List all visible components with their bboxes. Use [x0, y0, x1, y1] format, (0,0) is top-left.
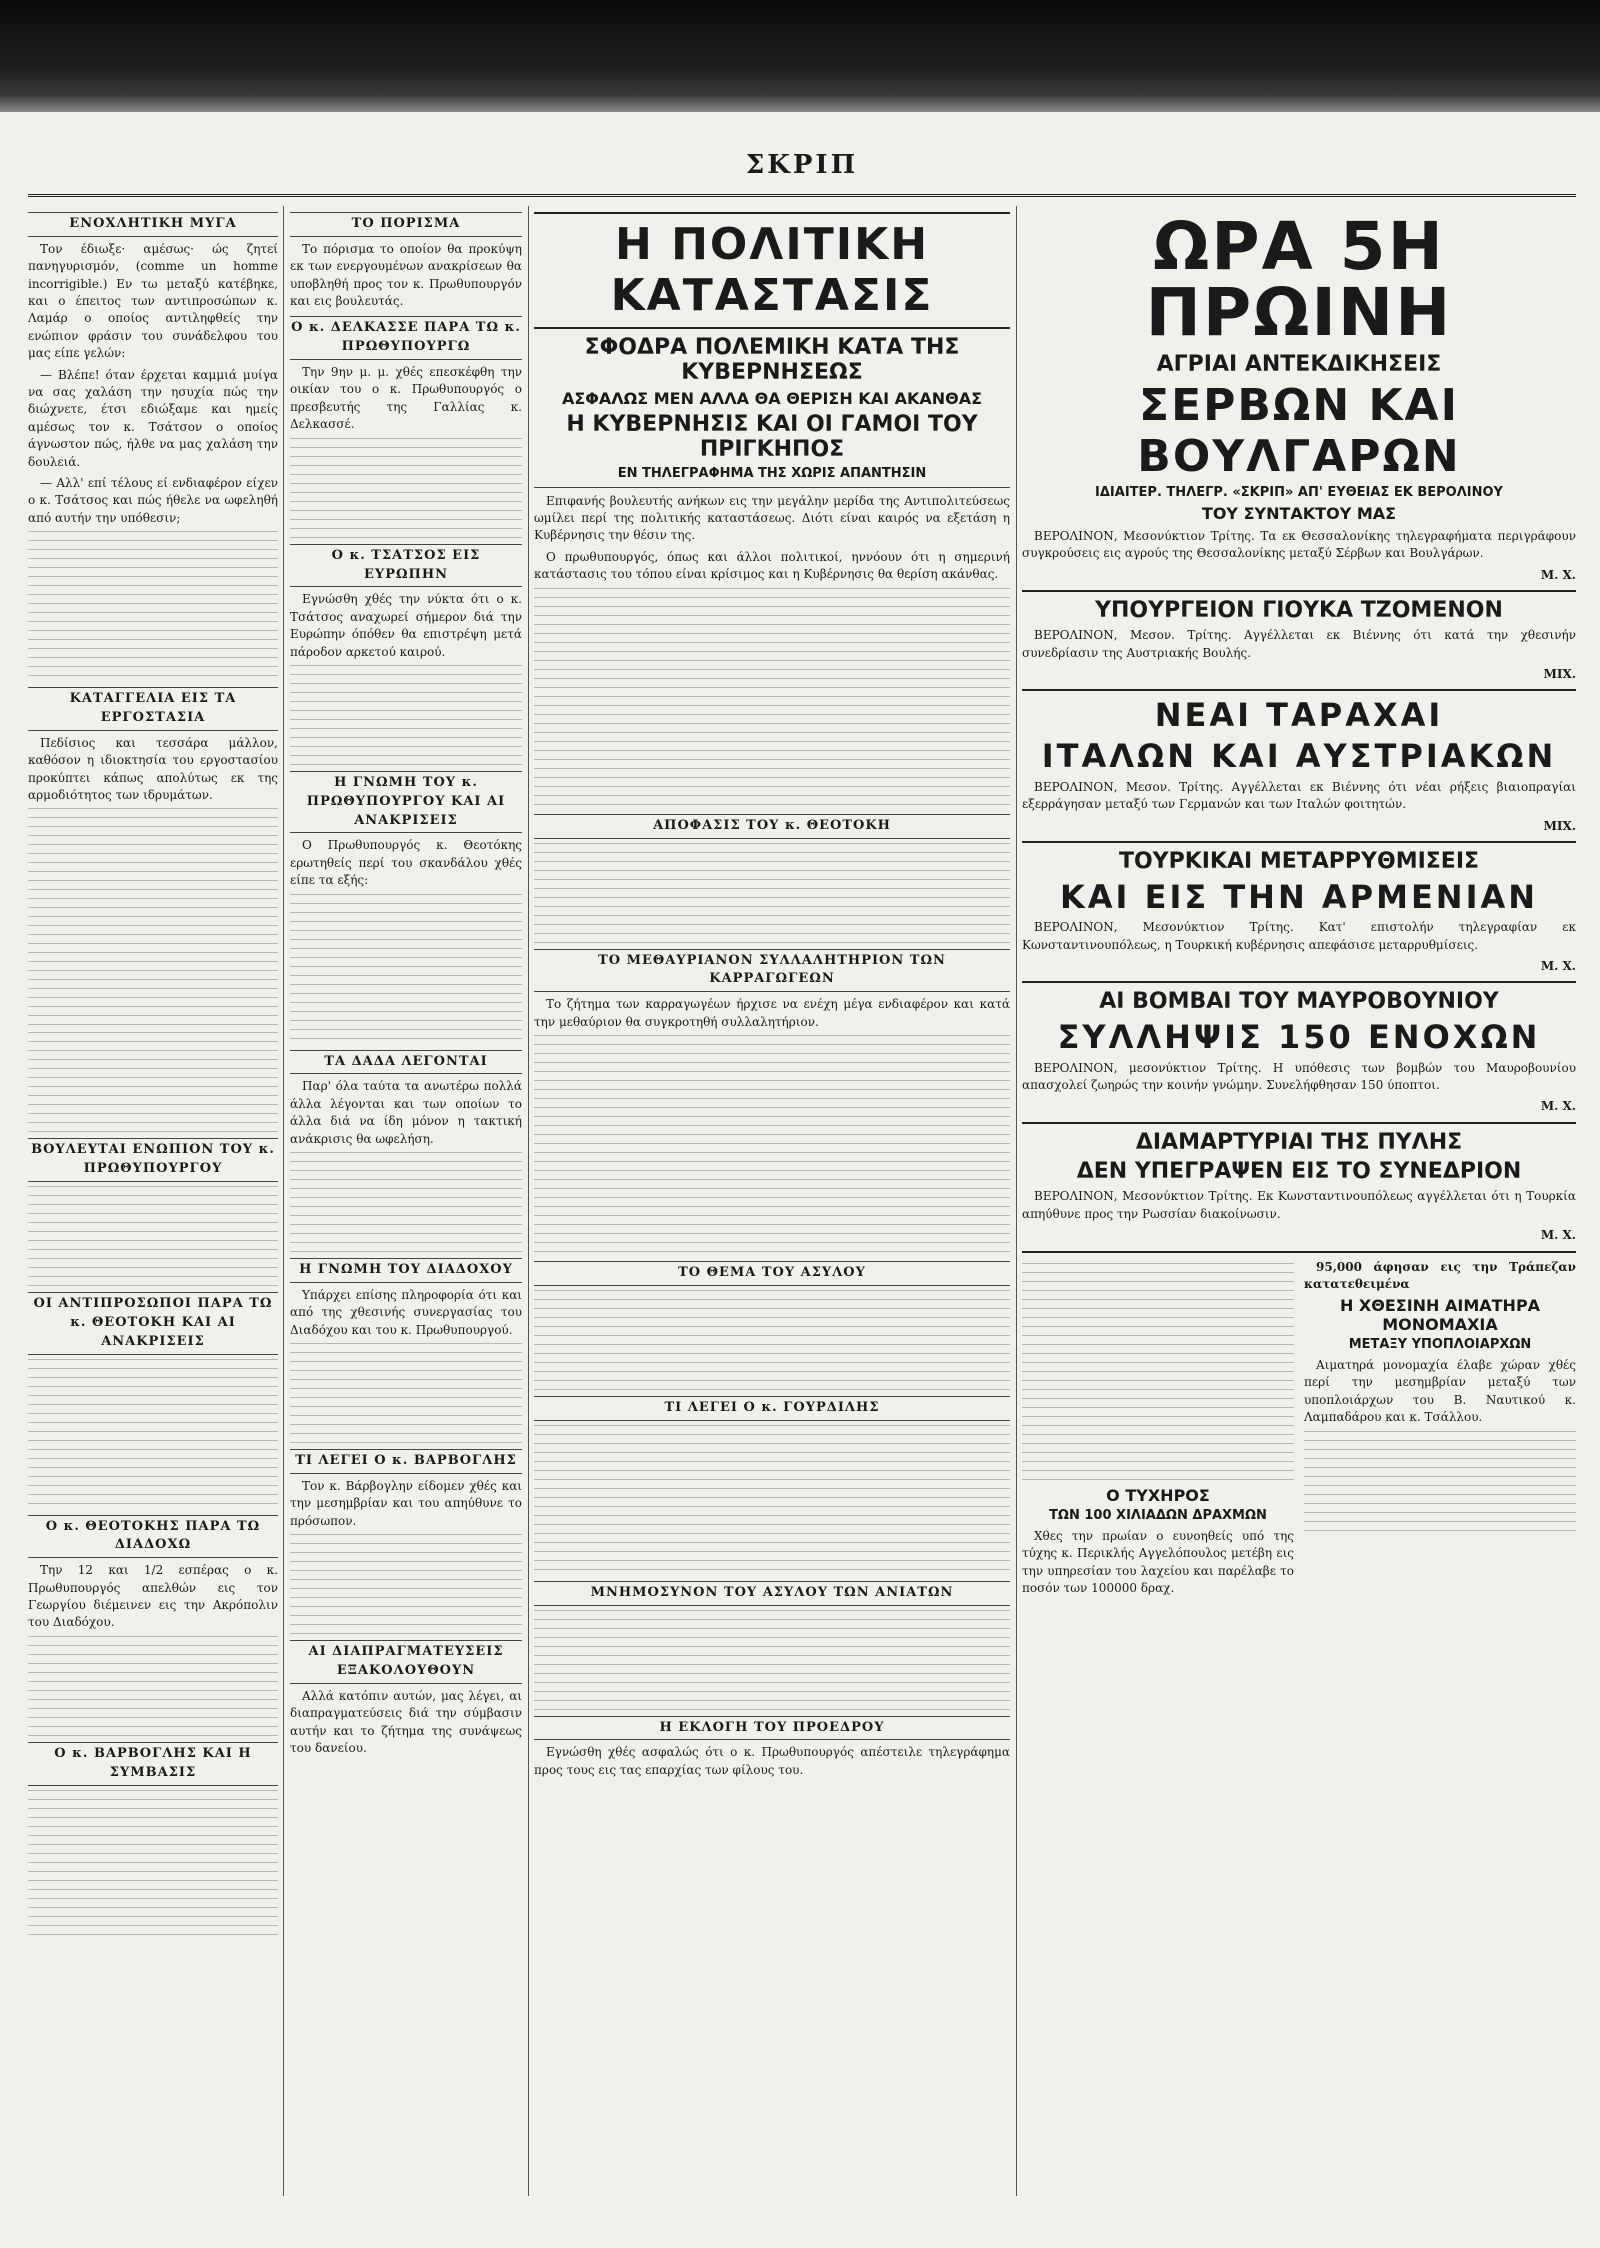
divider — [1022, 981, 1576, 983]
headline: ΑΙ ΔΙΑΠΡΑΓΜΑΤΕΥΣΕΙΣ ΕΞΑΚΟΛΟΥΘΟΥΝ — [290, 1640, 522, 1684]
paragraph: Αιματηρά μονομαχία έλαβε χώραν χθές περί την μεσημβρίαν μεταξύ των υποπλοιάρχων του Β. Ναυτικού κ. Λαμπαδάρου και κ. Τσάλλου. — [1304, 1358, 1576, 1425]
lower-left — [1022, 1259, 1294, 1602]
text-block — [28, 1790, 278, 1940]
text-block — [534, 1290, 1010, 1390]
headline: ΤΟ ΜΕΘΑΥΡΙΑΝΟΝ ΣΥΛΛΑΛΗΤΗΡΙΟΝ ΤΩΝ ΚΑΡΡΑΓΩΓΕΩΝ — [534, 949, 1010, 993]
text-block — [534, 588, 1010, 808]
text-block — [1304, 1431, 1576, 1531]
headline: ΤΟ ΠΟΡΙΣΜΑ — [290, 212, 522, 237]
paragraph: 95,000 άφησαν εις την Τράπεζαν κατατεθειμένα — [1304, 1259, 1576, 1291]
subheadline: ΜΕΤΑΞΥ ΥΠΟΠΛΟΙΑΡΧΩΝ — [1348, 1337, 1532, 1353]
divider — [1022, 1122, 1576, 1124]
paragraph: Χθες την πρωίαν ο ευνοηθείς υπό της τύχης κ. Περικλής Αγγελόπουλος μετέβη εις την υπηρεσίαν του λαχείου και παρέλαβε το ποσόν των 100000 δραχ. — [1022, 1528, 1294, 1596]
newspaper-page — [28, 150, 1576, 2210]
subheadline: Η ΚΥΒΕΡΝΗΣΙΣ ΚΑΙ ΟΙ ΓΑΜΟΙ ΤΟΥ ΠΡΙΓΚΗΠΟΣ — [566, 412, 978, 463]
subheadline: ΕΝ ΤΗΛΕΓΡΑΦΗΜΑ ΤΗΣ ΧΩΡΙΣ ΑΠΑΝΤΗΣΙΝ — [617, 465, 927, 481]
headline: ΟΙ ΑΝΤΙΠΡΟΣΩΠΟΙ ΠΑΡΑ ΤΩ κ. ΘΕΟΤΟΚΗ ΚΑΙ ΑΙ ΑΝΑΚΡΙΣΕΙΣ — [28, 1292, 278, 1355]
headline: Ο ΤΥΧΗΡΟΣ — [1106, 1485, 1210, 1505]
signature: Μ. Χ. — [1540, 1228, 1576, 1243]
headline: Ο κ. ΘΕΟΤΟΚΗΣ ΠΑΡΑ ΤΩ ΔΙΑΔΟΧΩ — [28, 1515, 278, 1559]
subheadline: ΑΓΡΙΑΙ ΑΝΤΕΚΔΙΚΗΣΕΙΣ — [1156, 352, 1442, 377]
paragraph: Ο πρωθυπουργός, όπως και άλλοι πολιτικοί, ηννόουν ότι η σημερινή κατάστασις του τόπου είναι κρίσιμος και η Κυβέρνησις θα θερίση ακάνθας. — [534, 549, 1010, 582]
headline: ΚΑΤΑΓΓΕΛΙΑ ΕΙΣ ΤΑ ΕΡΓΟΣΤΑΣΙΑ — [28, 687, 278, 731]
paragraph: Αλλά κατόπιν αυτών, μας λέγει, αι διαπραγματεύσεις διά την σύμβασιν αυτήν και το ζήτημα της συνάψεως του δανείου. — [290, 1688, 522, 1755]
headline: ΕΝΟΧΛΗΤΙΚΗ ΜΥΓΑ — [28, 212, 278, 237]
headline: ΔΕΝ ΥΠΕΓΡΑΨΕΝ ΕΙΣ ΤΟ ΣΥΝΕΔΡΙΟΝ — [1076, 1159, 1522, 1185]
paragraph: Τον έδιωξε· αμέσως· ώς ζητεί πανηγυρισμόν, (comme un homme incorrigible.) Εν τω μεταξύ κατέβηκε, και ο έπειτος των αντιπροσώπων κ. Λαμάρ ο οποίος αντιληφθείς την ενώπιον φράσιν του συνάδελφου του μας είπε γελών: — [28, 241, 278, 361]
paragraph: Την 12 και 1/2 εσπέρας ο κ. Πρωθυπουργός απελθών εις τον Γεωργίου διέμεινεν εις την Ακρόπολιν του Διαδόχου. — [28, 1563, 278, 1630]
paragraph: — Αλλ' επί τέλους εί ενδιαφέρον είχεν ο κ. Τσάτσος και πώς ήθελε να ωφεληθή από αυτήν την υπόθεσιν; — [28, 475, 278, 525]
column-2 — [290, 206, 522, 2196]
paragraph: Επιφανής βουλευτής ανήκων εις την μεγάλην μερίδα της Αντιπολιτεύσεως ωμίλει περί της πολιτικής καταστάσεως. Διότι είναι καιρός να εξετάση η Κυβέρνησις την θέσιν της. — [534, 493, 1010, 543]
headline: ΤΙ ΛΕΓΕΙ Ο κ. ΓΟΥΡΔΙΛΗΣ — [534, 1396, 1010, 1421]
headline: ΒΟΥΛΕΥΤΑΙ ΕΝΩΠΙΟΝ ΤΟΥ κ. ΠΡΩΘΥΠΟΥΡΓΟΥ — [28, 1138, 278, 1182]
text-block — [534, 1035, 1010, 1255]
headline: ΤΟΥΡΚΙΚΑΙ ΜΕΤΑΡΡΥΘΜΙΣΕΙΣ — [1118, 849, 1480, 875]
paragraph: ΒΕΡΟΛΙΝΟΝ, μεσονύκτιον Τρίτης. Η υπόθεσις των βομβών του Μαυροβουνίου απασχολεί ζωηρώς την κοινήν γνώμην. Συνελήφθησαν 150 ύποπτοι. — [1022, 1060, 1576, 1092]
headline: Ο κ. ΤΣΑΤΣΟΣ ΕΙΣ ΕΥΡΩΠΗΝ — [290, 544, 522, 588]
divider — [1022, 590, 1576, 592]
divider — [534, 212, 1010, 214]
paragraph: — Βλέπε! όταν έρχεται καμμιά μυίγα να σας χαλάση την ησυχία πώς την διώχνετε, έτσι εδιώξαμε και ημείς αμέσως τον κ. Τσάτσον ο οποίος άγνωστον πώς, ήλθε να μας χαλάση την δουλειά. — [28, 367, 278, 469]
headline: ΥΠΟΥΡΓΕΙΟΝ ΓΙΟΥΚΑ ΤΖΟΜΕΝΟΝ — [1095, 597, 1503, 623]
masthead — [28, 150, 1576, 197]
lower-split — [1022, 1259, 1576, 1602]
subheadline: ΣΕΡΒΩΝ ΚΑΙ ΒΟΥΛΓΑΡΩΝ — [1137, 380, 1461, 482]
text-block — [290, 894, 522, 1044]
headline: Η ΓΝΩΜΗ ΤΟΥ ΔΙΑΔΟΧΟΥ — [290, 1258, 522, 1283]
text-block — [28, 1636, 278, 1736]
divider — [534, 487, 1010, 488]
headline: ΤΙ ΛΕΓΕΙ Ο κ. ΒΑΡΒΟΓΛΗΣ — [290, 1449, 522, 1474]
paragraph: Υπάρχει επίσης πληροφορία ότι και από της χθεσινής συνεργασίας του Διαδόχου και του κ. Πρωθυπουργού. — [290, 1287, 522, 1337]
headline: ΤΟ ΘΕΜΑ ΤΟΥ ΑΣΥΛΟΥ — [534, 1261, 1010, 1286]
headline: ΤΑ ΔΑΔΑ ΛΕΓΟΝΤΑΙ — [290, 1050, 522, 1075]
text-block — [28, 531, 278, 681]
main-headline: Η ΠΟΛΙΤΙΚΗ ΚΑΤΑΣΤΑΣΙΣ — [610, 219, 934, 321]
subheadline: ΑΣΦΑΛΩΣ ΜΕΝ ΑΛΛΑ ΘΑ ΘΕΡΙΣΗ ΚΑΙ ΑΚΑΝΘΑΣ — [561, 388, 983, 408]
text-block — [534, 1610, 1010, 1710]
text-block — [290, 665, 522, 765]
divider — [1022, 689, 1576, 691]
paragraph: ΒΕΡΟΛΙΝΟΝ, Μεσονύκτιον Τρίτης. Τα εκ Θεσσαλονίκης τηλεγραφήματα περιγράφουν συγκρούσεις εις αγρούς της Θεσσαλονίκης μεταξύ Σέρβων και Βουλγάρων. — [1022, 528, 1576, 561]
signature: Μ. Χ. — [1540, 959, 1576, 974]
paragraph: Εγνώσθη χθές την νύκτα ότι ο κ. Τσάτσος αναχωρεί σήμερον διά την Ευρώπην όπόθεν θα επιστρέψη μετά πάροδον αρκετού καιρού. — [290, 592, 522, 659]
paragraph: ΒΕΡΟΛΙΝΟΝ, Μεσον. Τρίτης. Αγγέλλεται εκ Βιέννης ότι κατά την χθεσινήν συνεδρίασιν της Αυστριακής Βουλής. — [1022, 628, 1576, 660]
text-block — [290, 1534, 522, 1634]
paragraph: Τον κ. Βάρβογλην είδομεν χθές και την μεσημβρίαν και του απηύθυνε το πρόσωπον. — [290, 1478, 522, 1528]
subheadline: ΤΩΝ 100 ΧΙΛΙΑΔΩΝ ΔΡΑΧΜΩΝ — [1049, 1507, 1267, 1523]
divider — [534, 327, 1010, 329]
text-block — [534, 1425, 1010, 1575]
columns — [28, 206, 1576, 2206]
signature: ΜΙΧ. — [1543, 818, 1576, 833]
paragraph: ΒΕΡΟΛΙΝΟΝ, Μεσονύκτιον Τρίτης. Κατ' επιστολήν τηλεγραφίαν εκ Κωνσταντινουπόλεως, η Τουρκική κυβέρνησις απεφάσισε μεταρρυθμίσεις. — [1022, 920, 1576, 952]
headline: ΜΝΗΜΟΣΥΝΟΝ ΤΟΥ ΑΣΥΛΟΥ ΤΩΝ ΑΝΙΑΤΩΝ — [534, 1581, 1010, 1606]
paragraph: Ο Πρωθυπουργός κ. Θεοτόκης ερωτηθείς περί του σκανδάλου χθές είπε τα εξής: — [290, 838, 522, 888]
headline: Η ΓΝΩΜΗ ΤΟΥ κ. ΠΡΩΘΥΠΟΥΡΓΟΥ ΚΑΙ ΑΙ ΑΝΑΚΡΙΣΕΙΣ — [290, 771, 522, 834]
lower-right — [1304, 1259, 1576, 1602]
masthead-title: ΣΚΡΙΠ — [745, 150, 859, 180]
text-block — [290, 438, 522, 538]
headline: ΙΤΑΛΩΝ ΚΑΙ ΑΥΣΤΡΙΑΚΩΝ — [1041, 737, 1557, 776]
scan-border — [0, 0, 1600, 112]
headline: Η ΧΘΕΣΙΝΗ ΑΙΜΑΤΗΡΑ ΜΟΝΟΜΑΧΙΑ — [1339, 1296, 1541, 1334]
text-block — [290, 1343, 522, 1443]
column-3 — [534, 206, 1010, 2196]
paragraph: ΒΕΡΟΛΙΝΟΝ, Μεσον. Τρίτης. Αγγέλλεται εκ Βιέννης ότι νέαι ρήξεις βιαιοπραγίαι εξερράγησαν μεταξύ των Γερμανών και των Ιταλών φοιτητών. — [1022, 780, 1576, 812]
headline: ΣΥΛΛΗΨΙΣ 150 ΕΝΟΧΩΝ — [1057, 1017, 1541, 1056]
headline: Ο κ. ΔΕΛΚΑΣΣΕ ΠΑΡΑ ΤΩ κ. ΠΡΩΘΥΠΟΥΡΓΩ — [290, 316, 522, 360]
headline: ΝΕΑΙ ΤΑΡΑΧΑΙ — [1154, 696, 1444, 735]
text-block — [290, 1152, 522, 1252]
text-block — [1022, 1263, 1294, 1483]
main-headline: ΩΡΑ 5Η ΠΡΩΙΝΗ — [1145, 208, 1453, 351]
text-block — [28, 808, 278, 1028]
paragraph: Την 9ην μ. μ. χθές επεσκέφθη την οικίαν του ο κ. Πρωθυπουργός ο πρεσβευτής της Γαλλίας κ. Δελκασσέ. — [290, 365, 522, 432]
paragraph: Πεδίσιος και τεσσάρα μάλλον, καθόσον η ιδιοκτησία του εργοστασίου προκύπτει κάπως απολύτως εκ της αρμοδιότητος των ιδρυμάτων. — [28, 735, 278, 802]
paragraph: Παρ' όλα ταύτα τα ανωτέρω πολλά άλλα λέγονται και των οποίων το άλλα διά να ίδη μόνον η τακτική ανάκρισις θα ωφελήση. — [290, 1079, 522, 1146]
column-rule — [283, 206, 284, 2196]
headline: ΑΠΟΦΑΣΙΣ ΤΟΥ κ. ΘΕΟΤΟΚΗ — [534, 814, 1010, 839]
subheadline: ΣΦΟΔΡΑ ΠΟΛΕΜΙΚΗ ΚΑΤΑ ΤΗΣ ΚΥΒΕΡΝΗΣΕΩΣ — [584, 335, 960, 386]
headline: ΔΙΑΜΑΡΤΥΡΙΑΙ ΤΗΣ ΠΥΛΗΣ — [1135, 1129, 1463, 1155]
text-block — [28, 1359, 278, 1509]
paragraph: ΒΕΡΟΛΙΝΟΝ, Μεσονύκτιον Τρίτης. Εκ Κωνσταντινουπόλεως αγγέλλεται ότι η Τουρκία απηύθυνε προς την Ρωσσίαν διακοίνωσιν. — [1022, 1189, 1576, 1221]
column-rule — [528, 206, 529, 2196]
text-block — [28, 1186, 278, 1286]
column-1 — [28, 206, 278, 2196]
signature: Μ. Χ. — [1540, 1099, 1576, 1114]
signature: Μ. Χ. — [1540, 567, 1576, 582]
subheadline: ΤΟΥ ΣΥΝΤΑΚΤΟΥ ΜΑΣ — [1201, 504, 1397, 524]
text-block — [28, 1032, 278, 1132]
subheadline: ΙΔΙΑΙΤΕΡ. ΤΗΛΕΓΡ. «ΣΚΡΙΠ» ΑΠ' ΕΥΘΕΙΑΣ ΕΚ ΒΕΡΟΛΙΝΟΥ — [1095, 485, 1503, 501]
paragraph: Το πόρισμα το οποίον θα προκύψη εκ των ενεργουμένων ανακρίσεων θα υποβληθή προς τον κ. Πρωθυπουργόν και εις βουλευτάς. — [290, 241, 522, 309]
column-4 — [1022, 206, 1576, 2196]
divider — [1022, 1251, 1576, 1253]
paragraph: Εγνώσθη χθές ασφαλώς ότι ο κ. Πρωθυπουργός απέστειλε τηλεγράφημα προς τους εις τας επαρχίας των φίλους του. — [534, 1745, 1010, 1777]
headline: Η ΕΚΛΟΓΗ ΤΟΥ ΠΡΟΕΔΡΟΥ — [534, 1716, 1010, 1741]
headline: ΑΙ ΒΟΜΒΑΙ ΤΟΥ ΜΑΥΡΟΒΟΥΝΙΟΥ — [1099, 989, 1499, 1015]
text-block — [534, 843, 1010, 943]
divider — [1022, 841, 1576, 843]
headline: ΚΑΙ ΕΙΣ ΤΗΝ ΑΡΜΕΝΙΑΝ — [1059, 877, 1539, 916]
paragraph: Το ζήτημα των καρραγωγέων ήρχισε να ενέχη μέγα ενδιαφέρον και κατά την μεθαύριον θα συγκροτηθή συλλαλητήριον. — [534, 997, 1010, 1029]
column-rule — [1016, 206, 1017, 2196]
signature: ΜΙΧ. — [1543, 667, 1576, 682]
headline: Ο κ. ΒΑΡΒΟΓΛΗΣ ΚΑΙ Η ΣΥΜΒΑΣΙΣ — [28, 1742, 278, 1786]
